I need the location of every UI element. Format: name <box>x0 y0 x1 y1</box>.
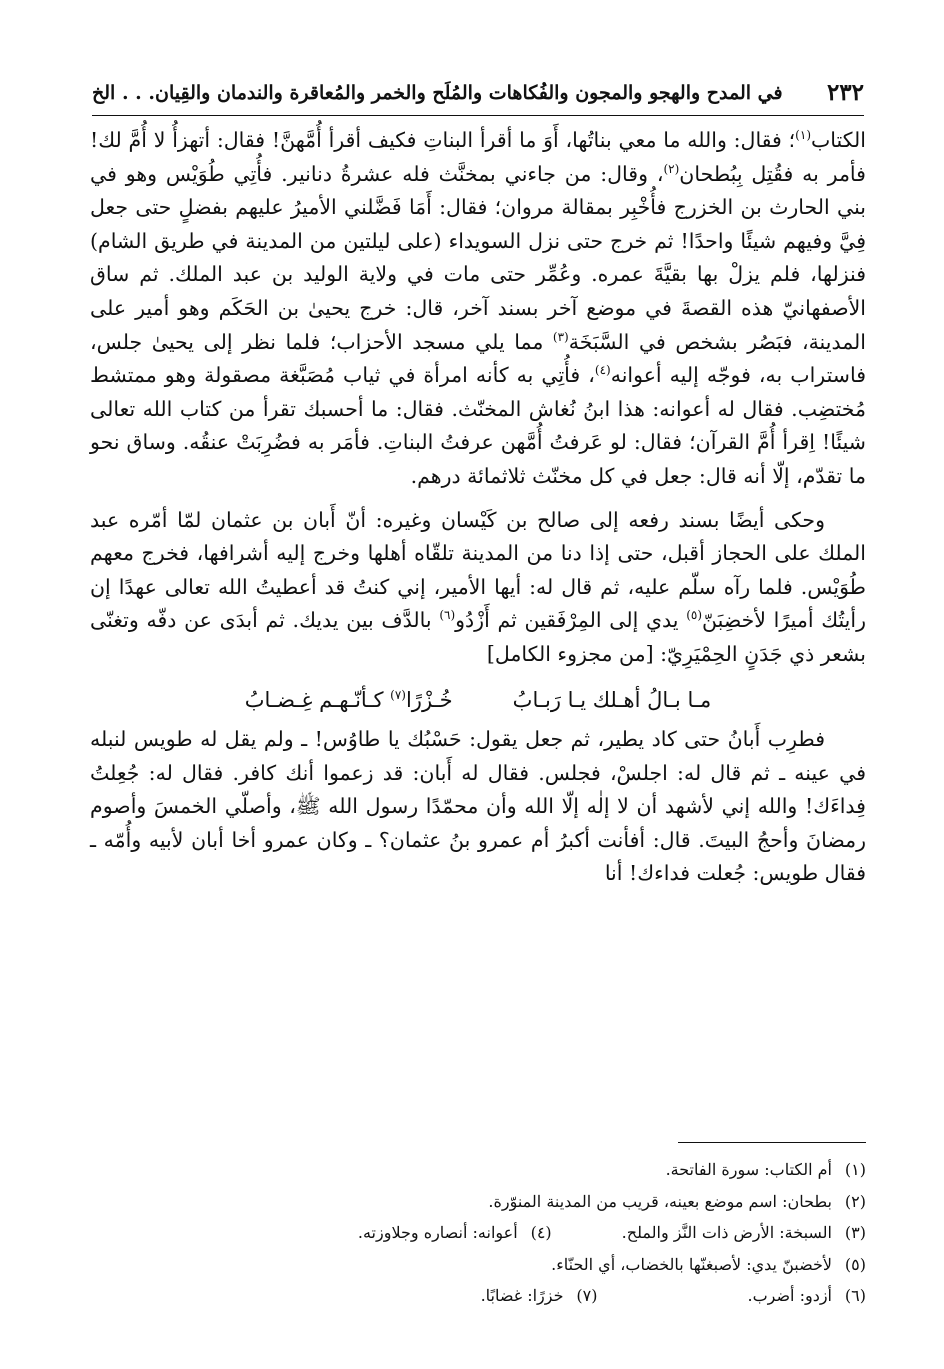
poem-verse <box>90 684 866 718</box>
footnote <box>622 1217 866 1249</box>
footnote-marker: (١) <box>795 128 811 143</box>
footnote-marker: (٣) <box>552 329 569 344</box>
text-run: مما يلي مسجد الأحزاب؛ فلما نظر إلى يحيىٰ جلس، فاستراب به، فوجّه إليه أعوانه <box>90 329 866 388</box>
footnote-row <box>90 1186 866 1218</box>
footnote-number: (٥) <box>844 1254 866 1274</box>
footnote-row <box>90 1249 866 1281</box>
footnote-text: خزرًا: غضابًا. <box>480 1286 564 1305</box>
footnote-marker: (٥) <box>686 608 703 623</box>
paragraph: فطرِب أَبانُ حتى كاد يطير، ثم جعل يقول: حَسْبُك يا طاوُس! ـ ولم يقل له طويس لنبله في عينه ـ ثم قال له: اجلسْ، فجلس. فقال له أَبان: قد زعموا أنك كافر. فقال له: جُعِلتُ فِداءَك! والله إني لأشهد أن لا إلٰه إلّا الله وأن محمّدًا رسول الله ﷺ، وأصلّي الخمسَ وأصوم رمضانَ وأحجُ البيتَ. قال: أفأنت أكبرُ أم عمرو بنُ عثمان؟ ـ وكان عمرو أخا أبان لأبيه وأُمّه ـ فقال طويس: جُعلت فداءك! أنا <box>90 727 866 886</box>
verse-first-hemistich: مـا بـالُ أهـلك يـا رَبـابُ <box>512 687 712 712</box>
footnote-row <box>90 1280 866 1312</box>
text-run: وحكى أيضًا بسند رفعه إلى صالح بن كَيْسان وغيره: أنّ أَبان بن عثمان لمّا أمّره عبد الملك على الحجاز أقبل، حتى إذا دنا من المدينة تلقّاه أهلها وخرج إليه أشرافها، فخرج معهم طُوَيْس. فلما رآه سلّم عليه، ثم قال له: أيها الأمير، إني كنتُ قد أعطيتُ الله تعالى عهدًا إن رأيتُك أميرًا لأخضِبَنّ <box>90 507 866 633</box>
footnote-text: السبخة: الأرض ذات النَّز والملح. <box>621 1223 832 1242</box>
footnote-number: (٣) <box>844 1223 866 1242</box>
footnote-marker: (٤) <box>594 363 611 378</box>
footnote-number: (٤) <box>530 1223 552 1242</box>
text-run: ، وقال: من جاءني بمخنَّث فله عشرةُ دنانير. فأُتِي طُوَيْس وهو في بني الحارث بن الخزرج فأُخْبِر بمقالة مروان؛ فقال: أَمَا فَضَّلني الأميرُ عليهم بفضلٍ حتى جعل فِيَّ وفيهم شيئًا واحدًا! ثم خرج حتى نزل السويداء (على ليلتين من المدينة في طريق الشام) فنزلها، فلم يزلْ بها بقيَّةَ عمره. وعُمِّر حتى مات في ولاية الوليد بن عبد الملك. ثم ساق الأصفهانيّ هذه القصةَ في موضع آخر بسند آخر، قال: خرج يحيىٰ بن الحَكَم وهو أمير على المدينة، فبَصُر بشخص في السَّبَخَة <box>90 161 867 354</box>
paragraph <box>90 124 866 494</box>
footnote-text: لأخضبنّ يدي: لأصبغنّها بالخضاب، أي الحنّاء. <box>551 1254 832 1274</box>
text-run: ؛ فقال: والله ما معي بناتُها، أَوَ ما أقرأ البناتِ فكيف أقرأ أُمَّهنَّ! فقال: أتهزأُ لا أُمَّ لك! فأمر به فقُتِل بِبُطحان <box>90 128 866 186</box>
footnotes <box>90 1154 866 1312</box>
footnote-text: بطحان: اسم موضع بعينه، قريب من المدينة المنوّرة. <box>488 1191 832 1211</box>
footnote <box>488 1186 866 1218</box>
page-number: ٢٣٢ <box>826 79 864 106</box>
footnote-row <box>90 1154 866 1186</box>
footnote-number: (٧) <box>576 1286 598 1305</box>
verse-word: خُـزْرًا <box>405 687 453 712</box>
footnote <box>747 1280 866 1312</box>
footnote-marker: (٧) <box>390 687 406 702</box>
footnote-marker: (٢) <box>663 161 680 176</box>
footnote-separator <box>678 1142 866 1143</box>
footnote-text: أم الكتاب: سورة الفاتحة. <box>665 1160 832 1179</box>
verse-second-hemistich <box>245 684 453 718</box>
text-run: يدي إلى المِرْفَقين ثم أَزْدُو <box>455 608 687 633</box>
page-header <box>92 76 864 116</box>
footnote <box>551 1249 866 1281</box>
footnote <box>358 1217 552 1249</box>
text-run: بالدَّف بين يديك. ثم أبدَى عن دفّه وتغنّى بشعر ذي جَدَنٍ الحِمْيَرِيّ: [من مجزوء الكامل] <box>90 608 866 666</box>
footnote <box>666 1154 866 1186</box>
footnote-number: (٦) <box>844 1286 866 1305</box>
verse-rest: كـأنّـهـم غِـضـابُ <box>244 687 391 712</box>
text-run: ، فأُتِي به كأنه امرأة في ثياب مُصَبَّغة مصقولة وهو ممتشط مُختضِب. فقال له أعوانه: هذا ابنُ نُغاش المخنّث. فقال: ما أحسبك تقرأ من كتاب الله تعالى شيئًا! اِقرأ أُمَّ القرآن؛ فقال: لو عَرفتُ أُمَّهن عرفتُ البناتِ. فأمَر به فضُرِبَتْ عنقُه. وساق نحو ما تقدّم، إلّا أنه قال: جعل في كل مخنّث ثلاثمائة درهم. <box>90 363 866 488</box>
footnote-number: (١) <box>844 1160 866 1179</box>
footnote-text: أزدو: أضرب. <box>747 1286 832 1305</box>
paragraph <box>90 504 866 672</box>
main-text <box>90 124 866 891</box>
running-title: في المدح والهجو والمجون والفُكاهات والمُلَح والخمر والمُعاقرة والندمان والقِيان. . . الخ <box>92 81 783 104</box>
footnote <box>481 1280 598 1312</box>
footnote-row <box>90 1217 866 1249</box>
footnote-marker: (٦) <box>439 608 456 623</box>
footnote-number: (٢) <box>844 1191 866 1211</box>
footnote-text: أعوانه: أنصاره وجلاوزته. <box>357 1223 518 1242</box>
text-run: الكتاب <box>811 128 866 152</box>
